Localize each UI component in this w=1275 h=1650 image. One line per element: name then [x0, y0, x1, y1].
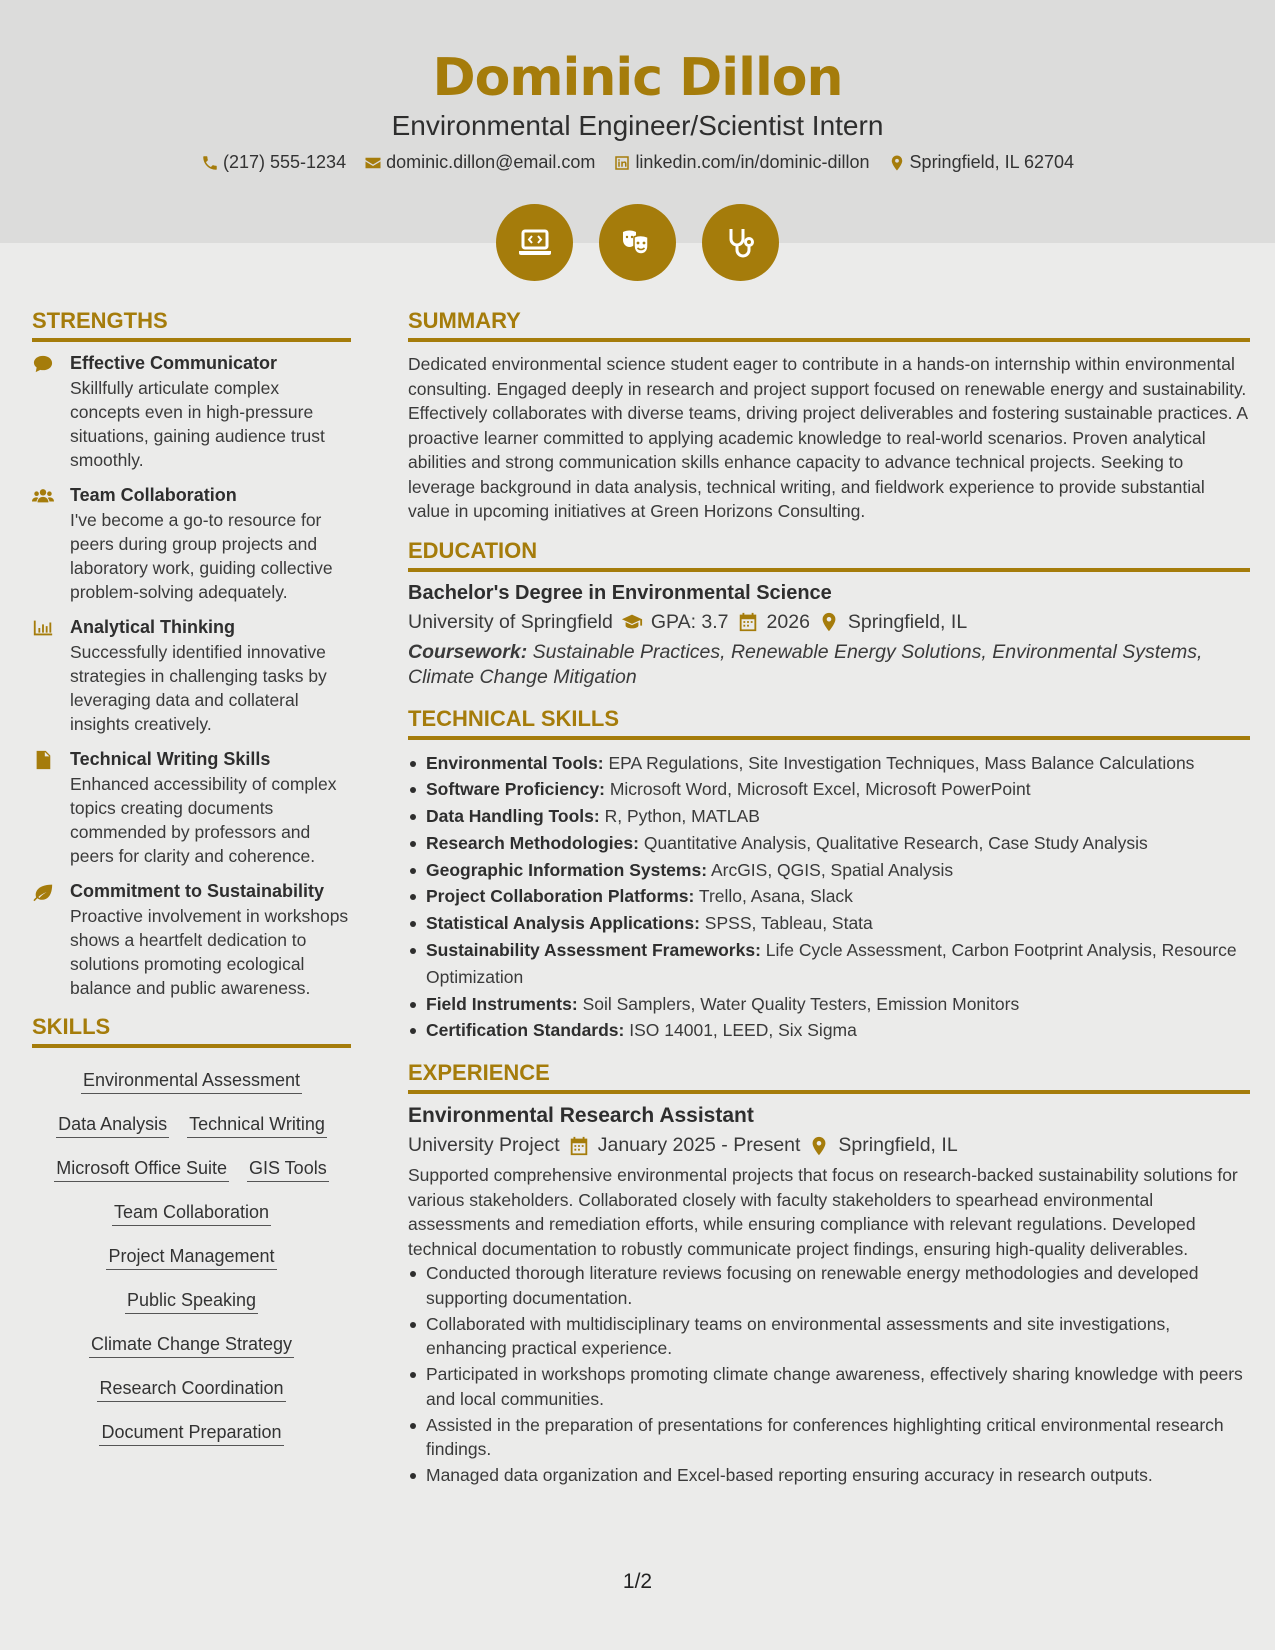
skill-label: Research Methodologies:: [426, 832, 639, 853]
list-item: Assisted in the preparation of presentations for conferences highlighting critical environmental research findings.: [408, 1413, 1250, 1462]
envelope-icon: [364, 154, 382, 172]
strength-item: [32, 352, 351, 472]
technical-skills-list: [408, 750, 1250, 1045]
school: University of Springfield: [408, 610, 613, 633]
strength-text: Successfully identified innovative strategies in challenging tasks by leveraging data and collateral insights creatively.: [70, 642, 327, 734]
strength-item: [32, 880, 351, 1000]
circle-masks: [599, 204, 676, 281]
strength-item: [32, 616, 351, 736]
skill-chip: Project Management: [106, 1240, 276, 1270]
skill-value: ISO 14001, LEED, Six Sigma: [629, 1020, 857, 1041]
skill-value: Trello, Asana, Slack: [698, 886, 853, 907]
organization: University Project: [408, 1134, 560, 1157]
list-item: [408, 776, 1250, 803]
education-heading: EDUCATION: [408, 538, 1250, 572]
education-location: Springfield, IL: [847, 610, 968, 633]
summary-text: Dedicated environmental science student eager to contribute in a hands-on internship within environmental consulting. Engaged deeply in research and project support focused on renewable energy and sustainability. Effectively collaborates with diverse teams, driving project deliverables and fostering sustainable practices. A proactive learner committed to applying academic knowledge to real-world scenarios. Proven analytical abilities and strong communication skills enhance capacity to advance technical projects. Seeking to leverage background in data analysis, technical writing, and fieldwork experience to provide substantial value in upcoming initiatives at Green Horizons Consulting.: [408, 354, 1248, 521]
candidate-role: Environmental Engineer/Scientist Intern: [391, 110, 884, 141]
contact-phone[interactable]: [201, 152, 346, 173]
skill-label: Environmental Tools:: [426, 752, 604, 773]
skills-list: [32, 1058, 351, 1460]
job-bullets: [408, 1261, 1250, 1488]
calendar-icon: [568, 1135, 590, 1157]
stethoscope-icon: [721, 223, 761, 263]
skill-label: Field Instruments:: [426, 993, 578, 1014]
graduation-cap-icon: [621, 611, 643, 633]
skill-value: Quantitative Analysis, Qualitative Research, Case Study Analysis: [643, 832, 1148, 853]
list-item: Managed data organization and Excel-based reporting ensuring accuracy in research outputs.: [408, 1463, 1250, 1488]
strength-text: Skillfully articulate complex concepts even in high-pressure situations, gaining audience trust smoothly.: [70, 378, 325, 470]
strength-text: Enhanced accessibility of complex topics creating documents commended by professors and peers for clarity and coherence.: [70, 774, 337, 866]
map-pin-icon: [818, 611, 840, 633]
strength-title: Commitment to Sustainability: [70, 881, 325, 901]
skill-chip: Environmental Assessment: [81, 1064, 302, 1094]
map-pin-icon: [808, 1135, 830, 1157]
skill-chip: Team Collaboration: [112, 1196, 271, 1226]
coursework: [408, 640, 1250, 690]
experience-heading: EXPERIENCE: [408, 1060, 1250, 1094]
chart-bar-icon: [32, 618, 54, 638]
circle-laptop: [496, 204, 573, 281]
contact-linkedin[interactable]: [613, 152, 869, 173]
circle-stethoscope: [702, 204, 779, 281]
skill-label: Software Proficiency:: [426, 779, 605, 800]
job-description: Supported comprehensive environmental projects that focus on research-backed sustainability solutions for various stakeholders. Collaborated closely with faculty stakeholders to spearhead environmental assessments and remediation efforts, while ensuring compliance with relevant regulations. Developed technical documentation to robustly communicate project findings, ensuring high-quality deliverables.: [408, 1165, 1238, 1259]
job-title: Environmental Research Assistant: [408, 1104, 754, 1128]
skill-label: Project Collaboration Platforms:: [426, 886, 695, 907]
skills-heading: SKILLS: [32, 1014, 351, 1048]
skill-value: ArcGIS, QGIS, Spatial Analysis: [710, 859, 954, 880]
list-item: Conducted thorough literature reviews focusing on renewable energy methodologies and developed supporting documentation.: [408, 1261, 1250, 1310]
list-item: Participated in workshops promoting climate change awareness, effectively sharing knowledge with peers and local communities.: [408, 1362, 1250, 1411]
location-text: Springfield, IL 62704: [909, 152, 1074, 172]
skill-label: Statistical Analysis Applications:: [426, 913, 700, 934]
skill-chip: Research Coordination: [97, 1372, 285, 1402]
phone-text: (217) 555-1234: [222, 152, 347, 172]
right-column: [408, 308, 1250, 1489]
strength-title: Analytical Thinking: [70, 617, 236, 637]
phone-icon: [201, 154, 219, 172]
strength-title: Effective Communicator: [70, 353, 278, 373]
skill-chip: Data Analysis: [56, 1108, 169, 1138]
skill-value: Life Cycle Assessment, Carbon Footprint Analysis, Resource Optimization: [426, 940, 1237, 987]
file-text-icon: [32, 750, 54, 770]
coursework-label: Coursework:: [408, 640, 528, 663]
skill-label: Data Handling Tools:: [426, 806, 600, 827]
linkedin-icon: [613, 154, 631, 172]
hobby-icons: [0, 204, 1275, 281]
skill-value: EPA Regulations, Site Investigation Techniques, Mass Balance Calculations: [608, 752, 1195, 773]
education-meta: [408, 611, 1250, 634]
page-number: 1/2: [622, 1570, 653, 1593]
experience-meta: [408, 1134, 1250, 1157]
coursework-list: Sustainable Practices, Renewable Energy Solutions, Environmental Systems, Climate Change Mitigation: [408, 640, 1203, 688]
contact-location: [888, 152, 1074, 173]
leaf-icon: [32, 882, 54, 902]
skill-value: R, Python, MATLAB: [604, 806, 760, 827]
linkedin-text: linkedin.com/in/dominic-dillon: [635, 152, 870, 172]
skill-chip: GIS Tools: [247, 1152, 329, 1182]
strength-text: I've become a go-to resource for peers during group projects and laboratory work, guiding collective problem-solving adequately.: [70, 510, 333, 602]
users-icon: [32, 486, 54, 506]
list-item: [408, 1017, 1250, 1044]
summary-heading: SUMMARY: [408, 308, 1250, 342]
list-item: [408, 910, 1250, 937]
contact-bar: [0, 152, 1275, 173]
job-dates: January 2025 - Present: [597, 1134, 801, 1157]
skill-chip: Climate Change Strategy: [89, 1328, 294, 1358]
skill-chip: Microsoft Office Suite: [54, 1152, 229, 1182]
strength-title: Technical Writing Skills: [70, 749, 271, 769]
skill-value: Microsoft Word, Microsoft Excel, Microsoft PowerPoint: [609, 779, 1031, 800]
degree: Bachelor's Degree in Environmental Science: [408, 581, 832, 604]
list-item: [408, 991, 1250, 1018]
skill-chip: Document Preparation: [99, 1416, 283, 1446]
gpa: GPA: 3.7: [650, 610, 729, 633]
skill-chip: Technical Writing: [187, 1108, 327, 1138]
strength-title: Team Collaboration: [70, 485, 237, 505]
email-text: dominic.dillon@email.com: [386, 152, 596, 172]
strength-text: Proactive involvement in workshops shows a heartfelt dedication to solutions promoting ecological balance and public awareness.: [70, 906, 349, 998]
map-pin-icon: [888, 154, 906, 172]
left-column: [32, 308, 351, 1460]
list-item: [408, 857, 1250, 884]
candidate-name: Dominic Dillon: [432, 48, 843, 108]
technical-skills-heading: TECHNICAL SKILLS: [408, 706, 1250, 740]
list-item: [408, 750, 1250, 777]
skill-value: SPSS, Tableau, Stata: [704, 913, 873, 934]
list-item: [408, 937, 1250, 991]
skill-label: Sustainability Assessment Frameworks:: [426, 940, 761, 961]
list-item: Collaborated with multidisciplinary teams on environmental assessments and site investigations, enhancing practical experience.: [408, 1312, 1250, 1361]
job-location: Springfield, IL: [838, 1134, 958, 1157]
masks-theater-icon: [618, 223, 658, 263]
comment-icon: [32, 354, 54, 374]
grad-year: 2026: [766, 610, 810, 633]
skill-chip: Public Speaking: [125, 1284, 258, 1314]
strengths-heading: STRENGTHS: [32, 308, 351, 342]
calendar-icon: [737, 611, 759, 633]
skill-label: Geographic Information Systems:: [426, 859, 708, 880]
laptop-code-icon: [515, 223, 555, 263]
strength-item: [32, 748, 351, 868]
skill-label: Certification Standards:: [426, 1020, 625, 1041]
skill-value: Soil Samplers, Water Quality Testers, Emission Monitors: [582, 993, 1020, 1014]
list-item: [408, 883, 1250, 910]
strength-item: [32, 484, 351, 604]
contact-email[interactable]: [364, 152, 595, 173]
list-item: [408, 803, 1250, 830]
list-item: [408, 830, 1250, 857]
